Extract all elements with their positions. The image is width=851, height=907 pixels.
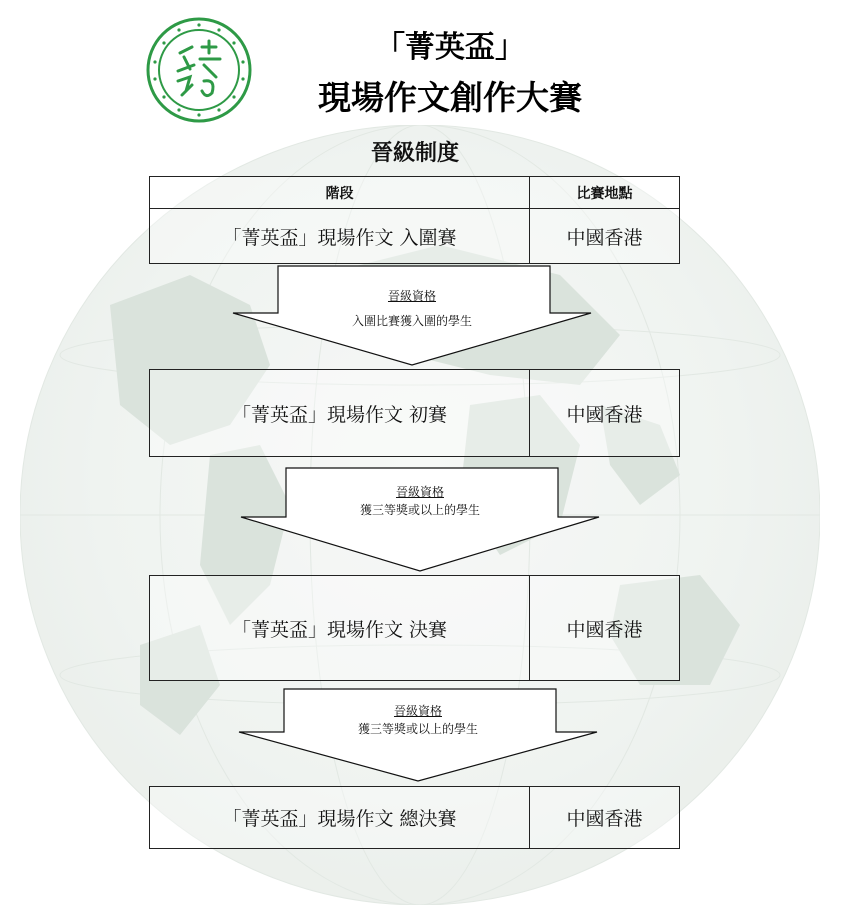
advancement-arrow (232, 265, 592, 367)
location-cell: 中國香港 (566, 226, 643, 249)
page-title-line2: 現場作文創作大賽 (318, 78, 582, 117)
section-subtitle: 晉級制度 (370, 141, 459, 166)
table-row (149, 369, 680, 457)
qualification-text: 入圍比賽獲入圍的學生 (351, 314, 472, 328)
table-header-row (149, 176, 680, 209)
location-cell: 中國香港 (566, 403, 643, 426)
location-cell: 中國香港 (566, 618, 643, 641)
location-cell: 中國香港 (566, 808, 643, 830)
advancement-arrow (238, 688, 598, 783)
column-header-location: 比賽地點 (576, 185, 633, 202)
qualification-text: 獲三等獎或以上的學生 (359, 503, 480, 517)
qualification-title: 晉級資格 (393, 704, 442, 718)
advancement-arrow (240, 467, 600, 573)
page-title-line1: 「菁英盃」 (375, 30, 525, 65)
stage-cell: 「菁英盃」現場作文 總決賽 (150, 787, 530, 848)
stage-cell: 「菁英盃」現場作文 決賽 (150, 576, 530, 680)
qualification-text: 獲三等獎或以上的學生 (357, 722, 478, 736)
table-row (149, 786, 680, 849)
stage-cell: 「菁英盃」現場作文 入圍賽 (150, 209, 530, 263)
qualification-title: 晉級資格 (395, 485, 444, 499)
qualification-title: 晉級資格 (387, 289, 436, 303)
stage-cell: 「菁英盃」現場作文 初賽 (150, 370, 530, 456)
column-header-stage: 階段 (150, 177, 530, 208)
table-row (149, 575, 680, 681)
table-row (149, 208, 680, 264)
